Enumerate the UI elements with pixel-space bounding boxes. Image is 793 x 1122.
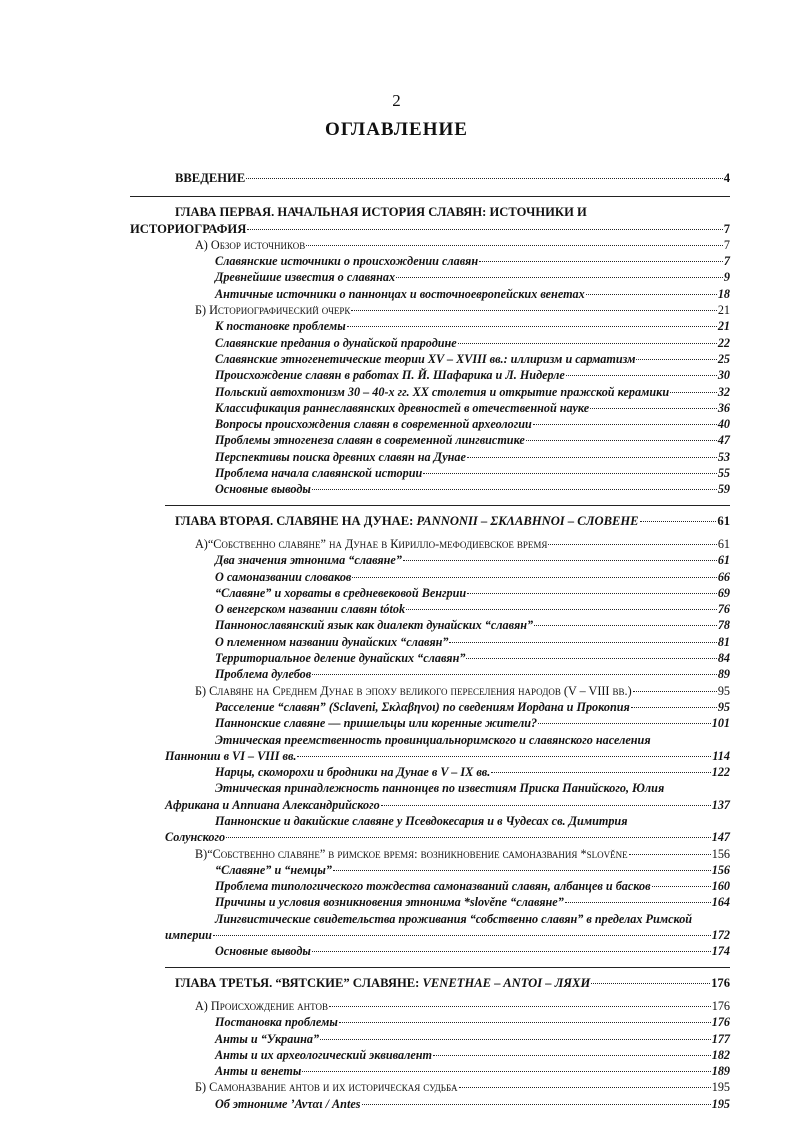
toc-page-number: 7 xyxy=(723,221,730,236)
leader-dots xyxy=(433,1051,711,1056)
toc-entry-chapter-2[interactable] xyxy=(175,513,730,529)
toc-item[interactable] xyxy=(215,351,730,367)
toc-item-multiline[interactable] xyxy=(0,813,793,846)
leader-dots xyxy=(312,947,711,952)
toc-item[interactable] xyxy=(215,943,730,959)
toc-entry-title: Проблема дулебов xyxy=(215,667,312,682)
toc-page-number: 177 xyxy=(711,1031,730,1046)
leader-dots xyxy=(302,1067,710,1072)
leader-dots xyxy=(246,174,722,179)
toc-entry-title: Основные выводы xyxy=(215,944,311,959)
toc-entry-title: Проблемы этногенеза славян в современной лингвистике xyxy=(215,433,525,448)
toc-item[interactable] xyxy=(215,481,730,497)
toc-page-number: 40 xyxy=(717,417,730,432)
toc-page-number: 156 xyxy=(711,846,730,861)
leader-dots xyxy=(479,257,723,262)
toc-page-number: 164 xyxy=(711,895,730,910)
toc-item[interactable] xyxy=(215,569,730,585)
toc-page-number: 195 xyxy=(711,1080,730,1095)
toc-entry-title: Два значения этнонима “славяне” xyxy=(215,553,402,568)
toc-page-number: 160 xyxy=(711,879,730,894)
toc-item[interactable] xyxy=(215,666,730,682)
leader-dots xyxy=(312,670,717,675)
toc-entry-title: К постановке проблемы xyxy=(215,319,346,334)
leader-dots xyxy=(329,1002,711,1007)
leader-dots xyxy=(633,687,717,692)
chapter-title-italic: VENETHAE – ANTOI – ЛЯХИ xyxy=(422,975,591,990)
leader-dots xyxy=(297,752,711,757)
toc-section-a[interactable] xyxy=(195,536,730,552)
toc-page-number: 176 xyxy=(711,998,730,1013)
toc-entry-title: ВВЕДЕНИЕ xyxy=(175,171,246,185)
leader-dots xyxy=(396,273,723,278)
leader-dots xyxy=(526,436,717,441)
toc-item[interactable] xyxy=(215,1063,730,1079)
leader-dots xyxy=(458,339,717,344)
toc-entry-title: “Славяне” и хорваты в средневековой Венгрии xyxy=(215,585,467,600)
toc-entry-title: Анты и их археологический эквивалент xyxy=(215,1047,432,1062)
leader-dots xyxy=(423,469,717,474)
table-of-contents xyxy=(0,170,793,1112)
leader-dots xyxy=(226,833,711,838)
leader-dots xyxy=(640,517,717,522)
toc-item-multiline[interactable] xyxy=(0,780,793,813)
toc-item[interactable] xyxy=(215,634,730,650)
leader-dots xyxy=(467,589,717,594)
toc-section-a[interactable] xyxy=(195,998,730,1014)
leader-dots xyxy=(491,768,710,773)
toc-page-number: 174 xyxy=(711,944,730,959)
leader-dots xyxy=(590,404,717,409)
chapter-title-line1: ГЛАВА ПЕРВАЯ. НАЧАЛЬНАЯ ИСТОРИЯ СЛАВЯН: ИСТОЧНИКИ И xyxy=(175,205,587,220)
toc-entry-title: Расселение “славян” (Sclaveni, Σκλαβηνοι) по сведениям Иордана и Прокопия xyxy=(215,699,630,714)
toc-entry-title: Причины и условия возникновения этнонима *slověne “славяне” xyxy=(215,895,564,910)
toc-entry-title: А)“Собственно славяне” на Дунае в Кирилло-мефодиевское время xyxy=(195,536,548,551)
leader-dots xyxy=(467,453,717,458)
toc-page-number: 25 xyxy=(717,351,730,366)
toc-item[interactable] xyxy=(215,699,730,715)
toc-entry-title: Славянские источники о происхождении славян xyxy=(215,254,479,269)
toc-page-number: 172 xyxy=(711,928,730,943)
toc-page-number: 61 xyxy=(717,553,730,568)
toc-page-number: 122 xyxy=(711,765,730,780)
toc-item[interactable] xyxy=(215,318,730,334)
toc-section-b[interactable] xyxy=(195,302,730,318)
toc-item[interactable] xyxy=(215,253,730,269)
leader-dots xyxy=(565,898,711,903)
chapter-title-line2: ИСТОРИОГРАФИЯ xyxy=(130,221,247,236)
toc-item[interactable] xyxy=(215,878,730,894)
leader-dots xyxy=(466,654,716,659)
leader-dots xyxy=(339,1018,711,1023)
leader-dots xyxy=(406,605,717,610)
leader-dots xyxy=(533,420,717,425)
toc-page-number: 78 xyxy=(717,618,730,633)
toc-entry-chapter-3[interactable] xyxy=(175,975,730,991)
leader-dots xyxy=(631,703,717,708)
toc-item[interactable] xyxy=(215,601,730,617)
toc-item[interactable] xyxy=(215,1031,730,1047)
toc-item[interactable] xyxy=(215,1047,730,1063)
leader-dots xyxy=(534,621,717,626)
chapter-title-plain: ГЛАВА ВТОРАЯ. СЛАВЯНЕ НА ДУНАЕ: xyxy=(175,513,417,528)
toc-section-a[interactable] xyxy=(195,237,730,253)
toc-entry-title: А) Обзор источников xyxy=(195,237,306,252)
toc-section-v[interactable] xyxy=(195,846,730,862)
toc-item[interactable] xyxy=(215,1014,730,1030)
page-title: ОГЛАВЛЕНИЕ xyxy=(325,119,468,140)
toc-page-number: 101 xyxy=(711,716,730,731)
toc-entry-title: Паннонские славяне — пришельцы или коренные жители? xyxy=(215,716,538,731)
leader-dots xyxy=(306,241,723,246)
toc-entry-title-line1: Паннонские и дакийские славяне у Псевдокесария и в Чудесах св. Димитрия xyxy=(215,813,628,828)
toc-entry-title-line2: Солунского xyxy=(165,830,226,845)
toc-entry-title-line2: Африкана и Аппиана Александрийского xyxy=(165,797,380,812)
leader-dots xyxy=(548,540,716,545)
toc-page-number: 89 xyxy=(717,667,730,682)
chapter-3 xyxy=(0,975,793,991)
toc-page-number: 195 xyxy=(711,1096,730,1111)
toc-page-number: 47 xyxy=(717,433,730,448)
toc-entry-title-line1: Лингвистические свидетельства проживания “собственно славян” в пределах Римской xyxy=(215,911,693,926)
toc-entry-title: Анты и “Украина” xyxy=(215,1031,320,1046)
toc-item[interactable] xyxy=(215,764,730,780)
toc-entry-title: О племенном названии дунайских “славян” xyxy=(215,634,449,649)
toc-entry-title: А) Происхождение антов xyxy=(195,998,329,1013)
chapter-2 xyxy=(0,513,793,529)
toc-item[interactable] xyxy=(215,400,730,416)
toc-entry-title: Классификация раннеславянских древностей в отечественной науке xyxy=(215,400,590,415)
toc-item[interactable] xyxy=(215,449,730,465)
toc-item[interactable] xyxy=(215,894,730,910)
chapter-title xyxy=(175,513,639,529)
leader-dots xyxy=(247,225,722,230)
toc-entry-intro[interactable] xyxy=(175,170,730,186)
toc-entry-title: Древнейшие известия о славянах xyxy=(215,270,396,285)
toc-page-number: 59 xyxy=(717,482,730,497)
leader-dots xyxy=(320,1035,711,1040)
toc-page-number: 176 xyxy=(711,1015,730,1030)
toc-entry-title: Об этнониме ’Ανται / Antes xyxy=(215,1096,361,1111)
toc-page-number: 76 xyxy=(717,602,730,617)
toc-item[interactable] xyxy=(215,416,730,432)
toc-page-number: 4 xyxy=(723,171,730,185)
chapter-1 xyxy=(0,204,793,237)
toc-item-multiline[interactable] xyxy=(0,732,793,765)
leader-dots xyxy=(629,850,711,855)
toc-entry-title: Анты и венеты xyxy=(215,1064,302,1079)
toc-section-b[interactable] xyxy=(195,1079,730,1095)
toc-item[interactable] xyxy=(215,269,730,285)
toc-item-multiline[interactable] xyxy=(0,911,793,944)
toc-entry-title: Проблема начала славянской истории xyxy=(215,466,423,481)
chapter-title-plain: ГЛАВА ТРЕТЬЯ. “ВЯТСКИЕ” СЛАВЯНЕ: xyxy=(175,975,423,990)
toc-page-number: 36 xyxy=(717,400,730,415)
toc-entry-title-line1: Этническая принадлежность паннонцев по известиям Приска Панийского, Юлия xyxy=(215,781,665,796)
toc-item[interactable] xyxy=(215,335,730,351)
leader-dots xyxy=(362,1100,711,1105)
toc-entry-title: Античные источники о паннонцах и восточноевропейских венетах xyxy=(215,286,585,301)
toc-entry-title: Основные выводы xyxy=(215,482,311,497)
toc-page-number: 137 xyxy=(711,797,730,812)
toc-entry-title: Б) Историографический очерк xyxy=(195,303,351,318)
toc-entry-title: Паннонославянский язык как диалект дунайских “славян” xyxy=(215,618,534,633)
toc-page-number: 84 xyxy=(717,651,730,666)
toc-page-number: 69 xyxy=(717,585,730,600)
toc-item[interactable] xyxy=(215,862,730,878)
toc-entry-title: Славянские этногенетические теории XV – XVIII вв.: иллиризм и сарматизм xyxy=(215,351,636,366)
toc-item[interactable] xyxy=(215,650,730,666)
toc-entry-title-line2: Паннонии в VI – VIII вв. xyxy=(165,748,297,763)
leader-dots xyxy=(538,719,711,724)
toc-page-number: 9 xyxy=(723,270,730,285)
toc-entry-chapter-1[interactable] xyxy=(130,221,730,237)
toc-page-number: 182 xyxy=(711,1047,730,1062)
toc-page-number: 66 xyxy=(717,569,730,584)
toc-entry-title: Постановка проблемы xyxy=(215,1015,338,1030)
toc-item[interactable] xyxy=(215,384,730,400)
leader-dots xyxy=(586,290,717,295)
toc-page-number: 53 xyxy=(717,449,730,464)
page-number: 2 xyxy=(392,91,401,110)
toc-page-number: 189 xyxy=(711,1064,730,1079)
toc-page-number: 147 xyxy=(711,830,730,845)
toc-page-number: 95 xyxy=(717,683,730,698)
toc-page-number: 114 xyxy=(712,748,730,763)
toc-entry-title: О самоназвании словаков xyxy=(215,569,352,584)
toc-item[interactable] xyxy=(215,585,730,601)
toc-entry-title: Проблема типологического тождества самоназваний славян, албанцев и басков xyxy=(215,879,651,894)
toc-entry-title: В)“Собственно славяне” в римское время: возникновение самоназвания *slověne xyxy=(195,846,628,861)
toc-entry-title-line2: империи xyxy=(165,928,212,943)
toc-entry-title: Б) Славяне на Среднем Дунае в эпоху великого переселения народов (V – VIII вв.) xyxy=(195,683,632,698)
toc-entry-title: Территориальное деление дунайских “славян” xyxy=(215,651,466,666)
toc-entry-title-line1: Этническая преемственность провинциальноримского и славянского населения xyxy=(215,732,651,747)
leader-dots xyxy=(670,388,717,393)
toc-entry-title: Вопросы происхождения славян в современной археологии xyxy=(215,417,532,432)
leader-dots xyxy=(403,556,717,561)
leader-dots xyxy=(381,801,711,806)
toc-item[interactable] xyxy=(215,552,730,568)
leader-dots xyxy=(652,882,711,887)
toc-page-number: 55 xyxy=(717,466,730,481)
toc-entry-title: О венгерском названии славян tótok xyxy=(215,602,406,617)
toc-entry-title: Происхождение славян в работах П. Й. Шафарика и Л. Нидерле xyxy=(215,368,565,383)
toc-page-number: 18 xyxy=(717,286,730,301)
toc-section-b[interactable] xyxy=(195,683,730,699)
leader-dots xyxy=(459,1083,711,1088)
toc-page-number: 32 xyxy=(717,384,730,399)
toc-item[interactable] xyxy=(215,617,730,633)
leader-dots xyxy=(351,306,716,311)
toc-entry-title: “Славяне” и “немцы” xyxy=(215,862,332,877)
toc-entry-title: Нарцы, скоморохи и бродники на Дунае в V – IX вв. xyxy=(215,765,491,780)
toc-item[interactable] xyxy=(215,715,730,731)
leader-dots xyxy=(347,322,717,327)
toc-page-number: 95 xyxy=(717,699,730,714)
leader-dots xyxy=(352,573,716,578)
toc-page-number: 21 xyxy=(717,303,730,318)
toc-item[interactable] xyxy=(215,367,730,383)
toc-page-number: 61 xyxy=(717,536,730,551)
toc-item[interactable] xyxy=(215,286,730,302)
toc-entry-title: Польский автохтонизм 30 – 40-х гг. XX столетия и открытие пражской керамики xyxy=(215,384,670,399)
toc-page-number: 81 xyxy=(717,634,730,649)
leader-dots xyxy=(312,485,717,490)
toc-page-number: 21 xyxy=(717,319,730,334)
toc-entry-title: Славянские предания о дунайской прародине xyxy=(215,335,457,350)
toc-page-number: 7 xyxy=(723,254,730,269)
leader-dots xyxy=(449,638,716,643)
leader-dots xyxy=(636,355,716,360)
toc-entry-title: Перспективы поиска древних славян на Дунае xyxy=(215,449,466,464)
chapter-title-italic: PANNONII – ΣΚΛΑΒΗΝΟΙ – СЛОВЕНЕ xyxy=(416,513,639,528)
toc-page-number: 176 xyxy=(711,975,730,990)
leader-dots xyxy=(566,371,717,376)
leader-dots xyxy=(333,866,711,871)
leader-dots xyxy=(591,979,710,984)
toc-page-number: 61 xyxy=(717,513,730,528)
toc-page-number: 30 xyxy=(717,368,730,383)
toc-item[interactable] xyxy=(215,465,730,481)
toc-page-number: 156 xyxy=(711,862,730,877)
toc-page-number: 22 xyxy=(717,335,730,350)
chapter-title xyxy=(175,975,590,991)
toc-entry-title: Б) Самоназвание антов и их историческая судьба xyxy=(195,1080,458,1095)
toc-page-number: 7 xyxy=(723,237,730,252)
leader-dots xyxy=(213,931,711,936)
toc-item[interactable] xyxy=(215,432,730,448)
toc-item[interactable] xyxy=(215,1096,730,1112)
